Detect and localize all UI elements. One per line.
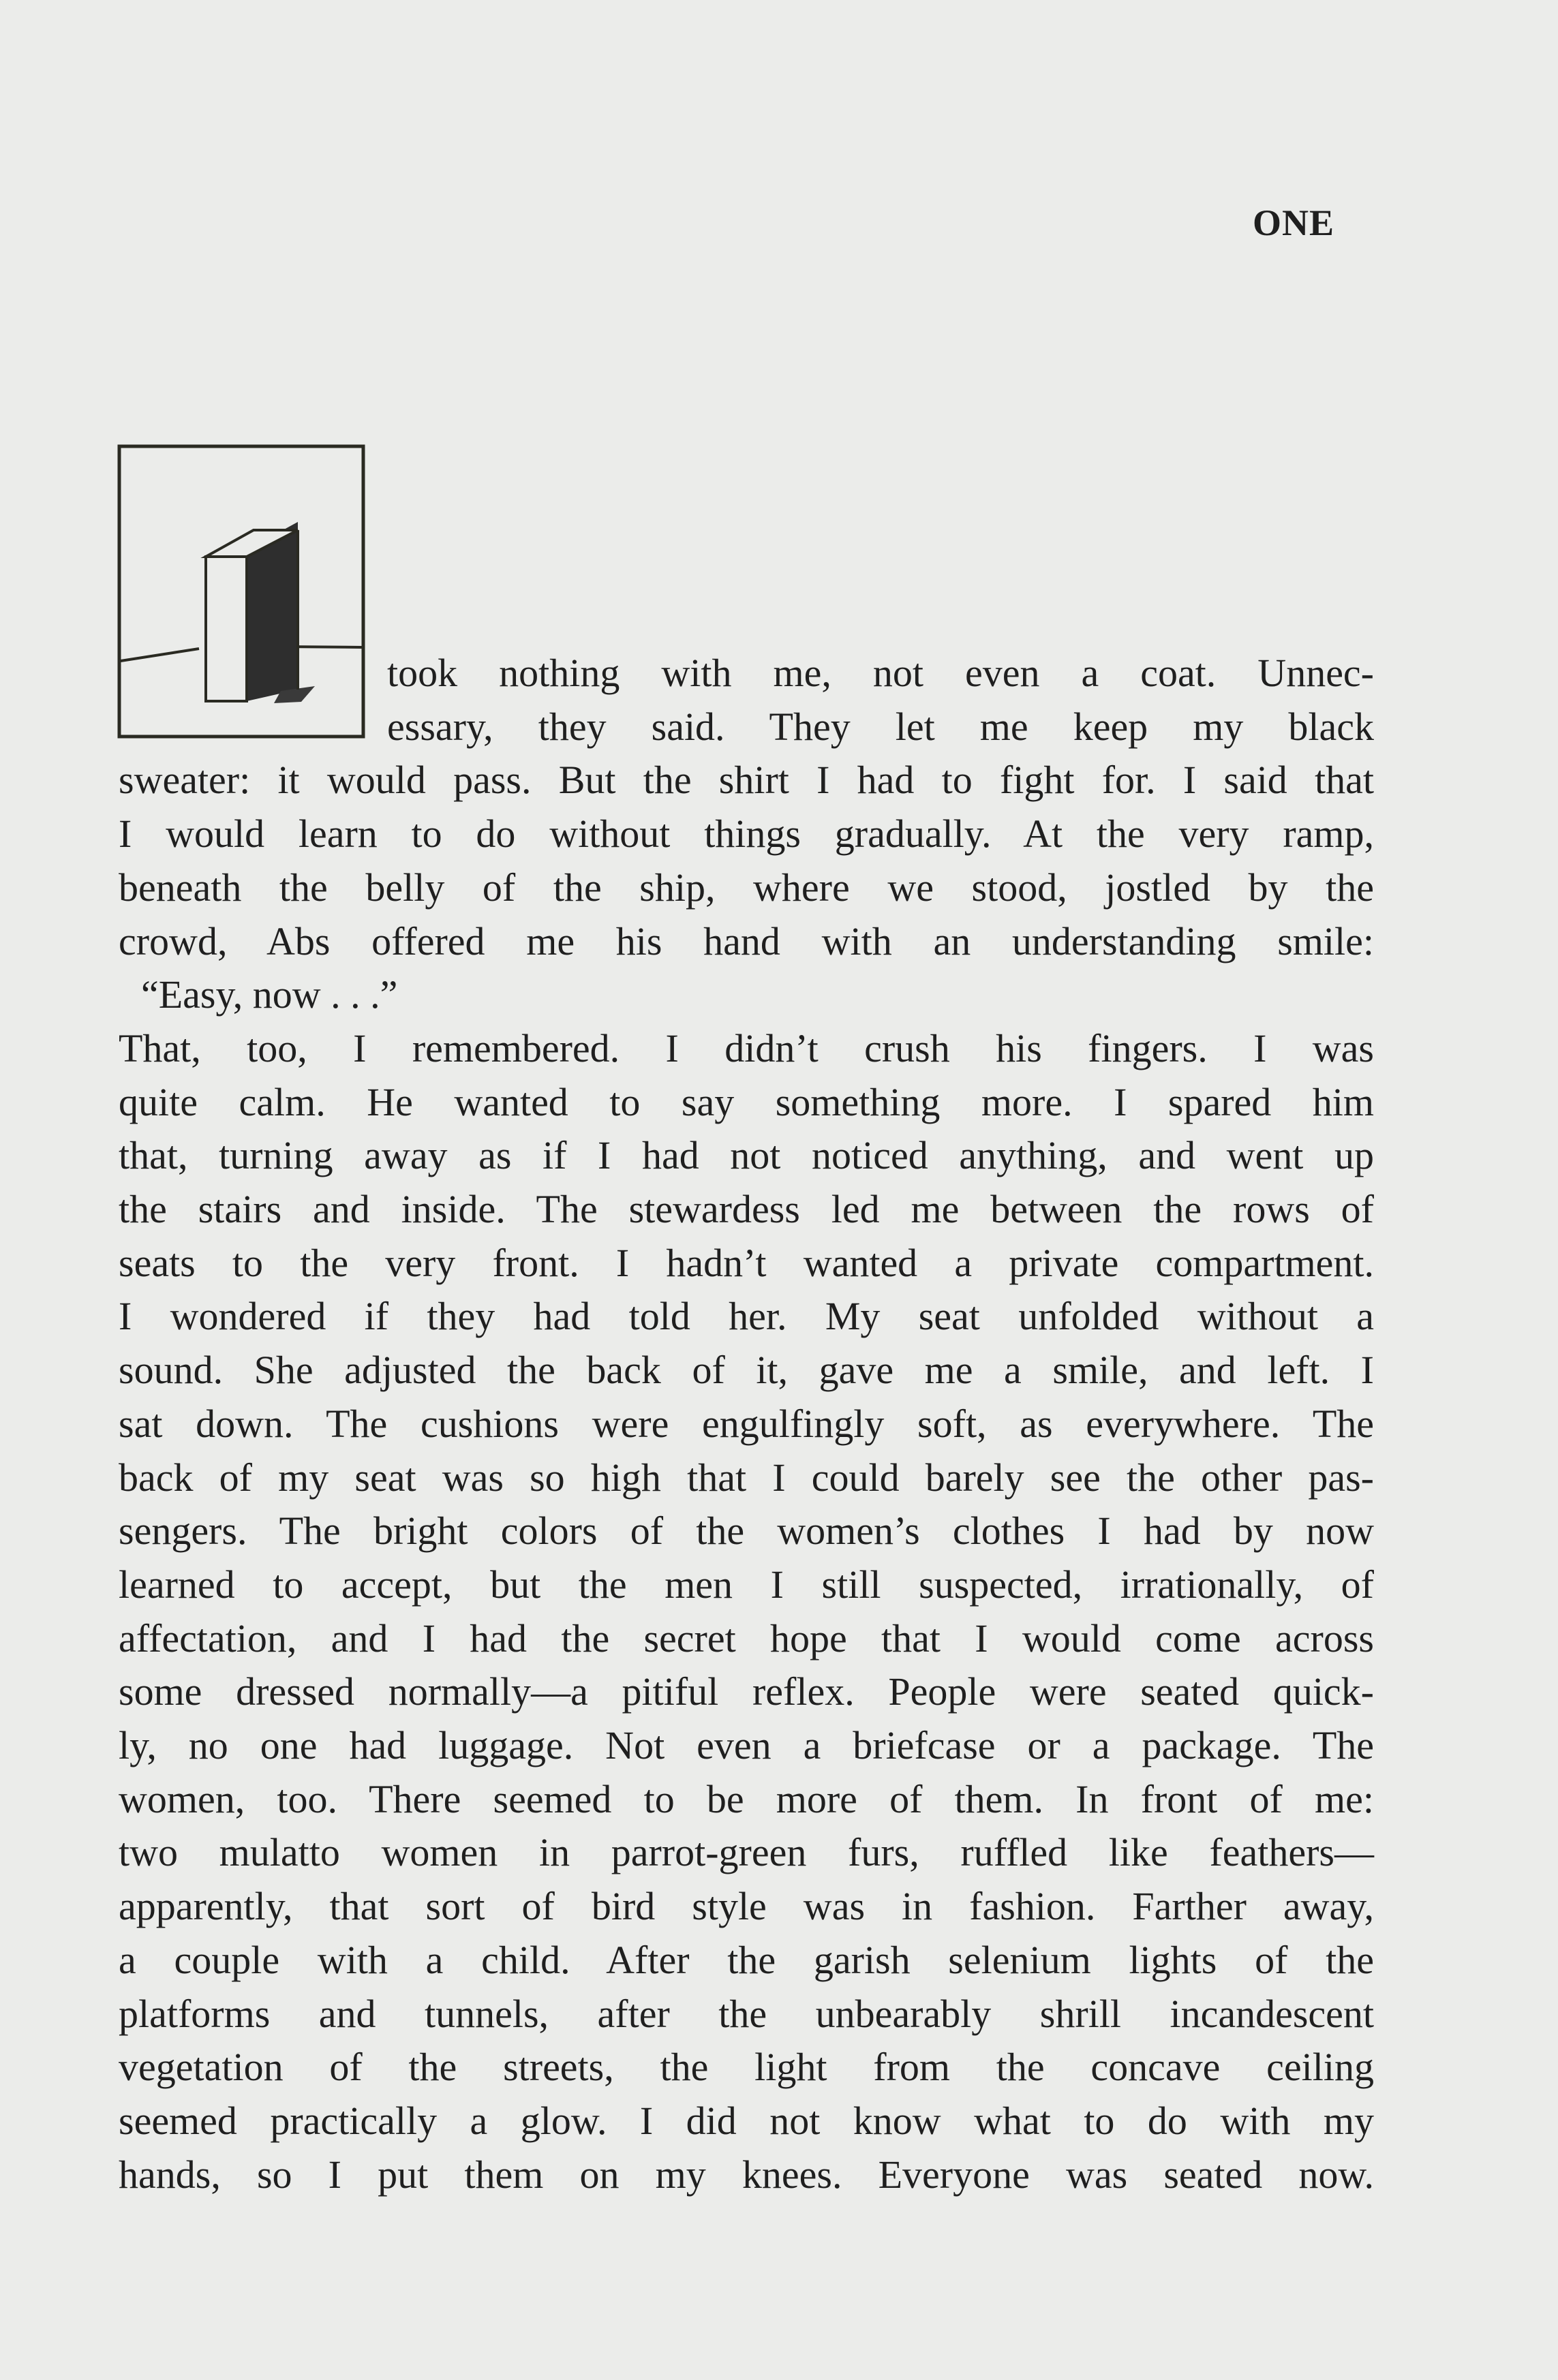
text-line: sweater: it would pass. But the shirt I had to fight for. I said that bbox=[119, 758, 1374, 803]
text-line: That, too, I remembered. I didn’t crush his fingers. I was bbox=[119, 1025, 1374, 1070]
text-line: quite calm. He wanted to say something more. I spared him bbox=[119, 1079, 1374, 1124]
text-line: affectation, and I had the secret hope that I would come across bbox=[119, 1616, 1374, 1660]
text-line: a couple with a child. After the garish selenium lights of the bbox=[119, 1937, 1374, 1982]
text-line: the stairs and inside. The stewardess led me between the rows of bbox=[119, 1187, 1374, 1231]
text-line: seemed practically a glow. I did not know what to do with my bbox=[119, 2098, 1374, 2143]
text-line: sengers. The bright colors of the women’s clothes I had by now bbox=[119, 1509, 1374, 1554]
drop-cap-illustration bbox=[117, 444, 365, 739]
text-line: apparently, that sort of bird style was in fashion. Farther away, bbox=[119, 1884, 1374, 1929]
text-line: I would learn to do without things gradually. At the very ramp, bbox=[119, 812, 1374, 856]
text-line: learned to accept, but the men I still suspected, irrationally, of bbox=[119, 1562, 1374, 1607]
text-line: ly, no one had luggage. Not even a briefcase or a package. The bbox=[119, 1723, 1374, 1767]
text-line: essary, they said. They let me keep my black bbox=[387, 704, 1374, 749]
text-line: “Easy, now . . .” bbox=[141, 972, 398, 1017]
text-line: I wondered if they had told her. My seat unfolded without a bbox=[119, 1294, 1374, 1339]
text-line: sat down. The cushions were engulfingly soft, as everywhere. The bbox=[119, 1401, 1374, 1446]
text-line: back of my seat was so high that I could barely see the other pas- bbox=[119, 1455, 1374, 1500]
text-line: seats to the very front. I hadn’t wanted a private compartment. bbox=[119, 1240, 1374, 1285]
text-line: that, turning away as if I had not noticed anything, and went up bbox=[119, 1133, 1374, 1178]
text-line: beneath the belly of the ship, where we stood, jostled by the bbox=[119, 865, 1374, 910]
text-line: some dressed normally—a pitiful reflex. People were seated quick- bbox=[119, 1669, 1374, 1714]
text-line: women, too. There seemed to be more of them. In front of me: bbox=[119, 1776, 1374, 1821]
text-line: two mulatto women in parrot-green furs, ruffled like feathers— bbox=[119, 1830, 1374, 1875]
text-line: took nothing with me, not even a coat. Unnec- bbox=[387, 651, 1374, 695]
chapter-heading: ONE bbox=[1253, 202, 1335, 243]
text-line: sound. She adjusted the back of it, gave me a smile, and left. I bbox=[119, 1348, 1374, 1393]
text-line: crowd, Abs offered me his hand with an understanding smile: bbox=[119, 918, 1374, 963]
text-line: platforms and tunnels, after the unbearably shrill incandescent bbox=[119, 1991, 1374, 2036]
text-line: hands, so I put them on my knees. Everyone was seated now. bbox=[119, 2152, 1374, 2197]
text-line: vegetation of the streets, the light from the concave ceiling bbox=[119, 2045, 1374, 2090]
